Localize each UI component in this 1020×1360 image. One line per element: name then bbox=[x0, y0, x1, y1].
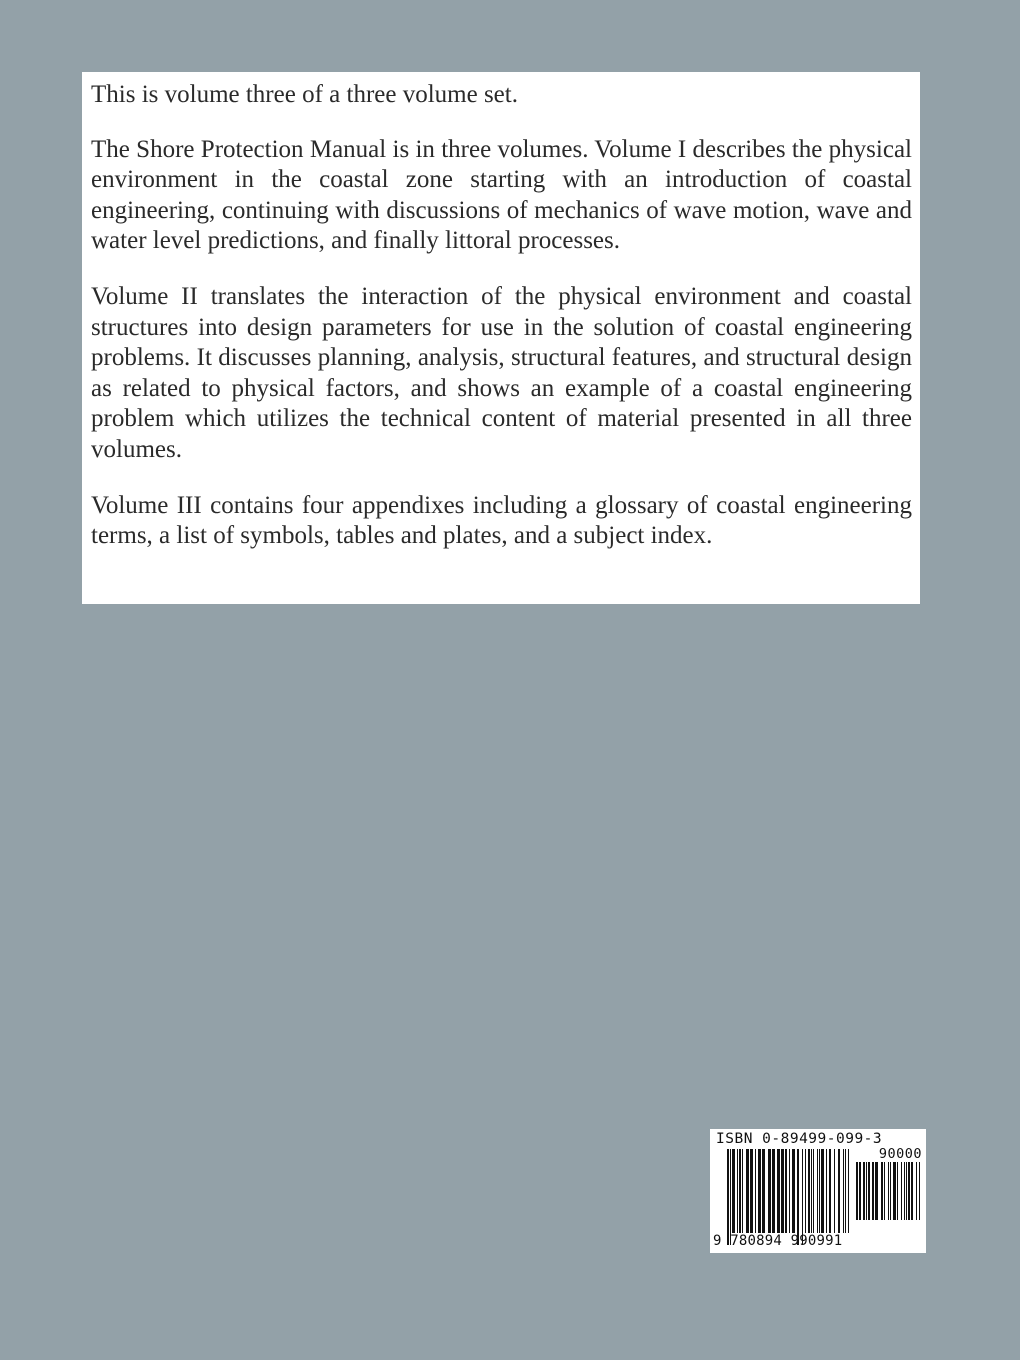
barcode-bar bbox=[821, 1149, 824, 1233]
barcode-bar bbox=[901, 1162, 902, 1220]
barcode-bar bbox=[866, 1162, 867, 1220]
ean-digits: 9 780894 990991 bbox=[713, 1233, 843, 1249]
barcode-bar bbox=[727, 1149, 729, 1245]
barcode-bar bbox=[904, 1162, 905, 1220]
isbn-label: ISBN 0-89499-099-3 bbox=[716, 1131, 883, 1147]
barcode-bar bbox=[772, 1149, 775, 1233]
barcode-bar bbox=[808, 1149, 810, 1233]
barcode-bar bbox=[856, 1162, 858, 1220]
barcode-bar bbox=[811, 1149, 812, 1233]
barcode-bar bbox=[829, 1149, 831, 1233]
intro-paragraph: This is volume three of a three volume set. bbox=[91, 81, 518, 108]
barcode-bar bbox=[755, 1149, 756, 1233]
barcode-bar bbox=[834, 1149, 835, 1233]
barcode-bar bbox=[813, 1149, 814, 1233]
barcode-bar bbox=[732, 1149, 735, 1233]
barcode-bar bbox=[893, 1162, 896, 1220]
barcode-bar bbox=[919, 1162, 920, 1220]
barcode-bar bbox=[762, 1149, 765, 1233]
barcode-bar bbox=[730, 1149, 731, 1245]
barcode-bar bbox=[746, 1149, 749, 1233]
volume-one-paragraph: The Shore Protection Manual is in three volumes. Volume I describes the physical environment in the coastal zone starting with an introduction of coastal engineering, continuing with discussions of mechanics of wave motion, wave and water level predictions, and finally littoral processes. bbox=[91, 135, 912, 255]
barcode-bar bbox=[819, 1149, 820, 1233]
barcode-bar bbox=[916, 1162, 917, 1220]
price-code: 90000 bbox=[878, 1146, 922, 1162]
barcode-bar bbox=[817, 1149, 818, 1233]
barcode-bar bbox=[908, 1162, 910, 1220]
ean-barcode-bars bbox=[727, 1149, 853, 1245]
barcode-bar bbox=[838, 1149, 840, 1233]
barcode-bar bbox=[750, 1149, 753, 1233]
barcode-bar bbox=[789, 1149, 790, 1233]
barcode-bar bbox=[792, 1149, 795, 1233]
barcode-bar bbox=[897, 1162, 898, 1220]
volume-three-paragraph: Volume III contains four appendixes including a glossary of coastal engineering terms, a list of symbols, tables and plates, and a subject index. bbox=[91, 491, 912, 550]
isbn-barcode bbox=[710, 1129, 926, 1253]
volume-two-paragraph: Volume II translates the interaction of the physical environment and coastal structures into design parameters for use in the solution of coastal engineering problems. It discusses planning, analysis, structural features, and structural design as related to physical factors, and shows an example of a coastal engineering problem which utilizes the technical content of material presented in all three volumes. bbox=[91, 282, 912, 463]
barcode-bar bbox=[802, 1149, 803, 1245]
barcode-bar bbox=[911, 1162, 913, 1220]
barcode-bar bbox=[875, 1162, 878, 1220]
barcode-bar bbox=[785, 1149, 787, 1233]
barcode-bar bbox=[797, 1149, 799, 1245]
barcode-bar bbox=[739, 1149, 741, 1233]
barcode-bar bbox=[906, 1162, 907, 1220]
barcode-bar bbox=[890, 1162, 891, 1220]
barcode-bar bbox=[868, 1162, 870, 1220]
barcode-bar bbox=[863, 1162, 865, 1220]
addon-barcode-bars bbox=[856, 1162, 922, 1245]
barcode-bar bbox=[848, 1149, 849, 1233]
barcode-bar bbox=[777, 1149, 780, 1233]
barcode-bar bbox=[888, 1162, 889, 1220]
description-panel bbox=[82, 72, 920, 604]
barcode-bar bbox=[843, 1149, 844, 1233]
barcode-bar bbox=[881, 1162, 883, 1220]
barcode-bar bbox=[826, 1149, 827, 1233]
barcode-bar bbox=[884, 1162, 885, 1220]
barcode-bar bbox=[737, 1149, 738, 1233]
barcode-bar bbox=[805, 1149, 806, 1233]
barcode-bar bbox=[768, 1149, 771, 1233]
barcode-bar bbox=[859, 1162, 861, 1220]
barcode-bar bbox=[758, 1149, 761, 1233]
barcode-bar bbox=[872, 1162, 874, 1220]
barcode-bar bbox=[742, 1149, 743, 1233]
barcode-bar bbox=[845, 1149, 846, 1233]
barcode-bar bbox=[781, 1149, 784, 1233]
